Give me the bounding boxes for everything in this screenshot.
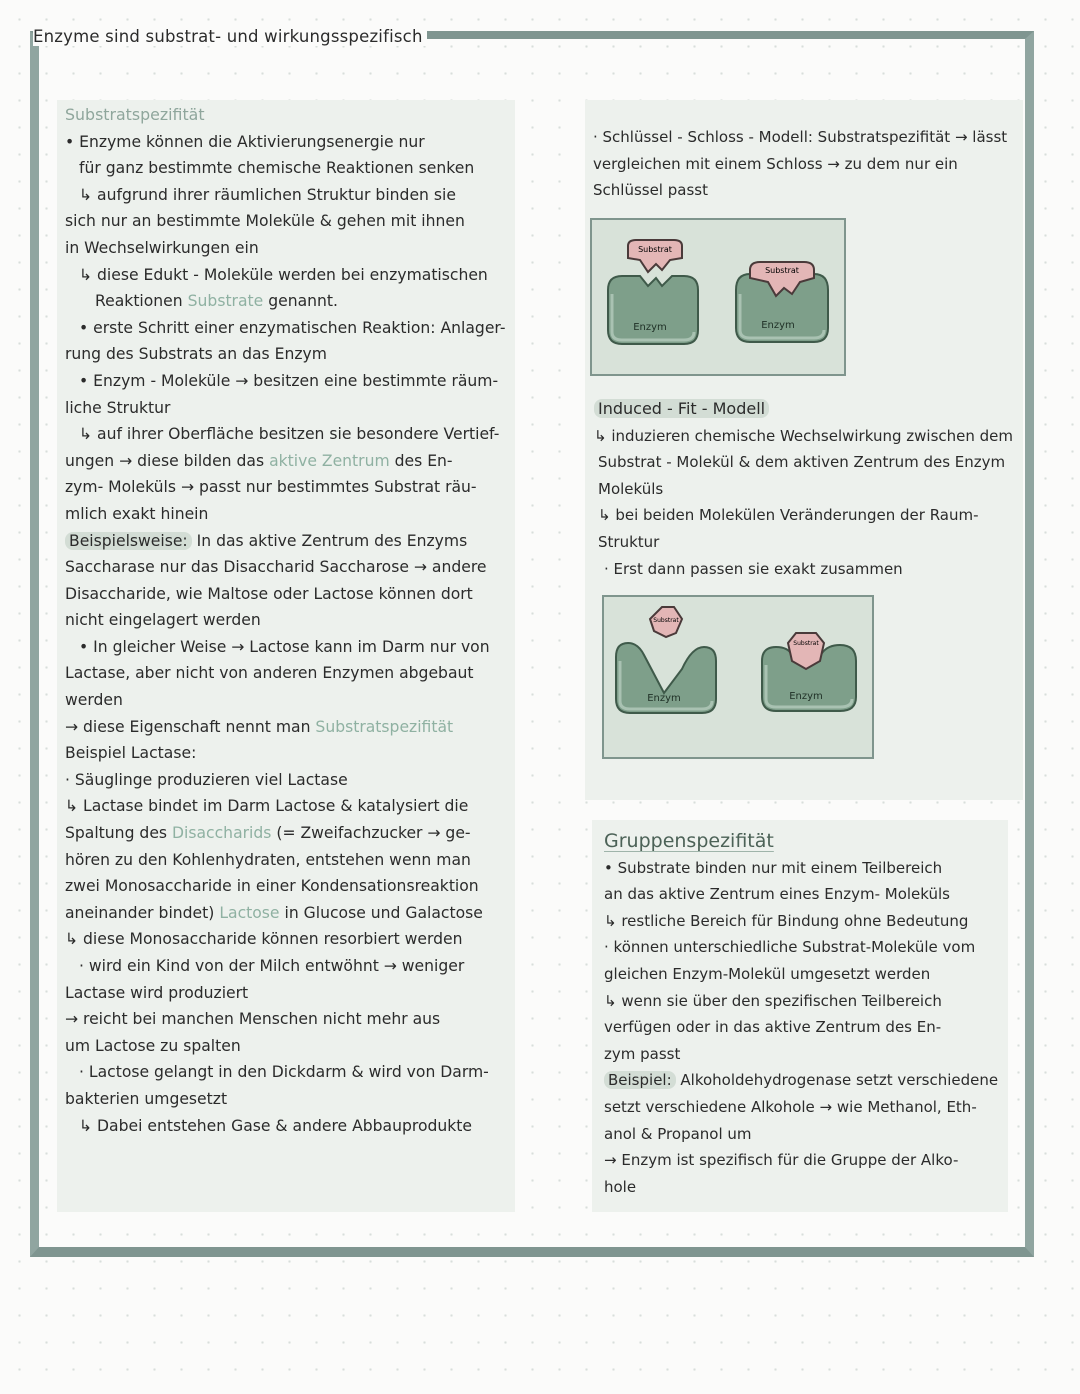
text-line: bakterien umgesetzt [65,1089,228,1108]
text-line: · Schlüssel - Schloss - Modell: Substratspezifität → lässt [593,128,1008,146]
text-line: · Lactose gelangt in den Dickdarm & wird von Darm- [79,1063,489,1082]
enzyme-label: Enzym [761,320,795,331]
induced-fit-diagram [602,595,874,759]
lock-key-text [593,124,1018,204]
text-fragment: → diese Eigenschaft nennt man [65,717,311,736]
text-line: ↳ aufgrund ihrer räumlichen Struktur binden sie [79,185,456,204]
text-line: • In gleicher Weise → Lactose kann im Darm nur von [79,637,490,656]
text-line: vergleichen mit einem Schloss → zu dem nur ein [593,154,958,173]
text-line: verfügen oder in das aktive Zentrum des En- [604,1018,942,1037]
text-line: Lactase wird produziert [65,983,249,1002]
text-line: ↳ restliche Bereich für Bindung ohne Bedeutung [604,911,969,930]
text-line: anol & Propanol um [604,1124,752,1143]
text-line [65,448,515,475]
induced-fit-diagram-svg [604,597,872,757]
text-line [65,528,515,555]
text-line: ↳ induzieren chemische Wechselwirkung zwischen dem [594,426,1013,445]
text-fragment: In das aktive Zentrum des Enzyms [196,531,468,550]
text-line: • erste Schritt einer enzymatischen Reaktion: Anlager- [79,318,506,337]
text-line: um Lactose zu spalten [65,1036,241,1055]
enzyme-label: Enzym [647,693,681,704]
highlight-label: Beispiel: [604,1071,676,1089]
substrate-specificity-panel [57,100,515,1212]
text-fragment: genannt. [268,292,338,311]
text-line: • Substrate binden nur mit einem Teilbereich [604,858,943,877]
text-line: Struktur [598,532,660,551]
substrate-label: Substrat [793,640,819,647]
lock-key-diagram-svg [592,220,844,374]
text-line: nicht eingelagert werden [65,611,261,630]
text-line: rung des Substrats an das Enzym [65,345,327,364]
text-fragment: ungen → diese bilden das [65,451,265,470]
text-line: · können unterschiedliche Substrat-Moleküle vom [604,938,976,957]
text-fragment: in Glucose und Galactose [284,903,483,922]
text-line: setzt verschiedene Alkohole → wie Methanol, Eth- [604,1097,977,1116]
text-line: Lactase, aber nicht von anderen Enzymen abgebaut [65,664,474,683]
substrate-specificity-heading: Substratspezifität [65,105,205,124]
text-line: Disaccharide, wie Maltose oder Lactose können dort [65,584,473,603]
text-line: mlich exakt hinein [65,504,209,523]
text-line: · wird ein Kind von der Milch entwöhnt → weniger [79,957,465,975]
text-line: · Säuglinge produzieren viel Lactase [65,770,348,789]
text-line: → Enzym ist spezifisch für die Gruppe der Alko- [604,1151,959,1170]
text-line: ↳ wenn sie über den spezifischen Teilbereich [604,991,942,1010]
text-fragment: Reaktionen [95,292,183,311]
substrate-label: Substrat [653,617,679,624]
text-fragment: aneinander bindet) [65,903,215,922]
text-line: ↳ Lactase bindet im Darm Lactose & katalysiert die [65,797,469,816]
text-line: werden [65,691,123,710]
term-substrate: Substrate [187,292,264,311]
text-line [65,714,515,741]
lock-key-diagram [590,218,846,376]
induced-fit-heading-label: Induced - Fit - Modell [594,399,769,418]
text-line: liche Struktur [65,398,171,417]
text-line: • Enzym - Moleküle → besitzen eine bestimmte räum- [79,371,499,390]
term-lactose: Lactose [219,903,280,922]
text-line: hole [604,1177,637,1196]
text-line: ↳ bei beiden Molekülen Veränderungen der Raum- [598,506,979,525]
text-line: gleichen Enzym-Molekül umgesetzt werden [604,964,931,983]
substrate-label: Substrat [765,266,799,275]
text-line: · Erst dann passen sie exakt zusammen [604,559,903,578]
text-line: Moleküls [598,479,664,498]
text-line: zwei Monosaccharide in einer Kondensationsreaktion [65,877,479,896]
text-line: • Enzyme können die Aktivierungsenergie nur [65,132,425,151]
text-line: Beispiel Lactase: [65,744,197,763]
text-line: zym- Moleküls → passt nur bestimmtes Substrat räu- [65,478,477,497]
text-line: ↳ auf ihrer Oberfläche besitzen sie besondere Vertief- [79,425,500,444]
text-line: hören zu den Kohlenhydraten, entstehen wenn man [65,850,471,869]
text-line [65,900,515,927]
enzyme-label: Enzym [633,322,667,333]
text-line: ↳ diese Edukt - Moleküle werden bei enzymatischen [79,265,488,284]
text-fragment: Spaltung des [65,824,168,843]
text-line: ↳ diese Monosaccharide können resorbiert werden [65,930,463,949]
text-line [65,288,515,315]
term-disaccharide: Disaccharids [172,824,272,843]
text-line: ↳ Dabei entstehen Gase & andere Abbauprodukte [79,1116,473,1135]
text-line: in Wechselwirkungen ein [65,238,259,257]
term-active-site: aktive Zentrum [269,451,390,470]
text-line [65,820,515,847]
text-line: sich nur an bestimmte Moleküle & gehen mit ihnen [65,212,465,231]
substrate-label: Substrat [638,245,672,254]
text-fragment: (= Zweifachzucker → ge- [276,824,471,843]
term-substrate-specificity: Substratspezifität [315,717,454,736]
highlight-label: Beispielsweise: [65,532,192,550]
text-fragment: Alkoholdehydrogenase setzt verschiedene [680,1071,999,1090]
text-fragment: des En- [394,451,453,470]
group-specificity-heading: Gruppenspezifität [604,830,774,852]
enzyme-label: Enzym [789,691,823,702]
induced-fit-text [594,396,1019,582]
text-line: Substrat - Molekül & dem aktiven Zentrum des Enzym [598,453,1006,472]
text-line: an das aktive Zentrum eines Enzym- Moleküls [604,885,950,904]
induced-fit-heading [594,396,1019,423]
text-line: → reicht bei manchen Menschen nicht mehr aus [65,1010,441,1029]
enzyme-shape [608,276,698,344]
page-title: Enzyme sind substrat- und wirkungsspezifisch [33,27,427,46]
text-line: Schlüssel passt [593,181,708,200]
text-line: Saccharase nur das Disaccharid Saccharose → andere [65,558,487,577]
text-line: für ganz bestimmte chemische Reaktionen senken [79,159,475,178]
text-line: zym passt [604,1044,681,1063]
group-specificity-panel [592,820,1008,1212]
text-line [604,1067,1008,1094]
